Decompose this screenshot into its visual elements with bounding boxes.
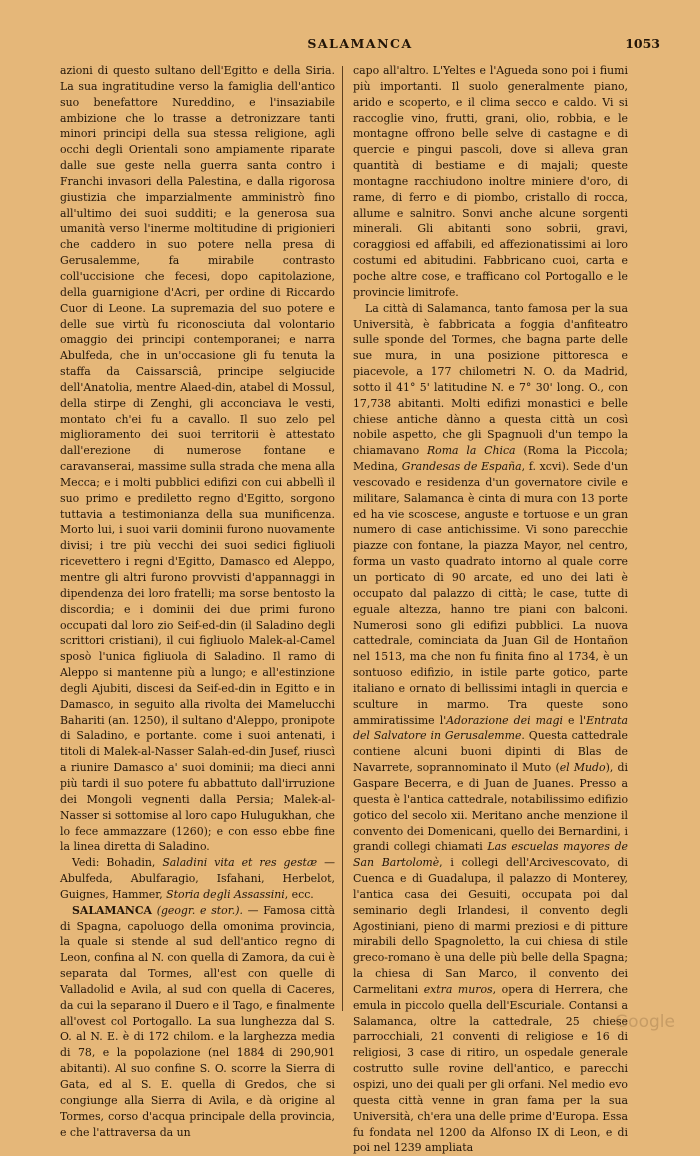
entry-headword: SALAMANCA <box>72 903 152 917</box>
city-text-e: . Questa cattedrale contiene alcuni buoni dipinti di Blas de Navarrete, soprannominato il Muto ( <box>353 729 628 775</box>
entry-tag: (geogr. e stor.). <box>156 903 243 917</box>
running-head: SALAMANCA <box>307 36 413 51</box>
paragraph-salamanca-entry <box>60 903 335 1141</box>
paragraph-city <box>353 301 628 1156</box>
column-divider <box>342 66 343 1011</box>
city-text-f: ), di Gaspare Becerra, e di Juan de Juanes. Presso a questa è l'antica cattedrale, notabilissimo edifizio gotico del secolo xii. Meritano anche menzione il convento dei Domenicani, quello dei Bernardini, i grandi collegi chiamati <box>353 761 628 854</box>
paragraph-province: capo all'altro. L'Yeltes e l'Agueda sono poi i fiumi più importanti. Il suolo generalmente piano, arido e scoperto, e il clima secco e caldo. Vi si raccoglie vino, frutti, grani, olio, robbia, e le montagne offrono belle selve di castagne e di quercie e pingui pascoli, dove si alleva gran quantità di bestiame e di majali; queste montagne racchiudono inoltre miniere d'oro, di rame, di ferro e di piombo, cristallo di rocca, allume e salnitro. Sonvi anche alcune sorgenti minerali. Gli abitanti sono sobrii, gravi, coraggiosi ed affabili, ed affezionatissimi ai loro costumi ed abitudini. Fabbricano cuoi, carta e poche altre cose, e trafficano col Portogallo e le provincie limitrofe. <box>353 64 628 299</box>
ref-title-assassini: Storia degli Assassini <box>166 887 285 901</box>
ref-text-a: Bohadin, <box>106 856 156 870</box>
city-adorazione: Adorazione dei magi <box>446 713 563 727</box>
city-escuelas: Las escuelas mayores de San Bartolomè <box>353 840 628 870</box>
ref-text-b: — Abulfeda, Abulfaragio, Isfahani, Herbelot, Guignes, Hammer, <box>60 856 336 901</box>
city-text-g: , i collegi dell'Arcivescovato, di Cuenca e di Guadalupa, il palazzo di Monterey, l'antica casa dei Gesuiti, occupata poi dal seminario degli Irlandesi, il convento degli Agostiniani, pieno di marmi preziosi e di pitture mirabili dello Spagnoletto, la cui chiesa di stile greco-romano è una delle più belle della Spagna; la chiesa di San Marco, il convento dei Carmelitani <box>353 856 628 996</box>
city-text-c: , f. xcvi). Sede d'un vescovado e residenza d'un governatore civile e militare, Salamanca è cinta di mura con 13 porte ed ha vie scoscese, anguste e tortuose e un gran numero di case antichissime. Vi sono parecchie piazze con fontane, la piazza Mayor, nel centro, forma un vasto quadrato intorno al quale corre un porticato di 90 arcate, ed uno dei lati è occupato dal palazzo di città; le case, tutte di eguale altezza, hanno tre piani con balconi. Numerosi sono gli edifizi pubblici. La nuova cattedrale, cominciata da Juan Gil de Hontañon nel 1513, ma che non fu finita fino al 1734, è un sontuoso edifizio, in istile parte gotico, parte italiano e ornato di bellissimi intagli in quercia e sculture in marmo. Tra queste sono ammiratissime l' <box>353 460 628 727</box>
paragraph-references <box>60 855 335 903</box>
page-header <box>60 36 660 56</box>
city-text-b: (Roma la Piccola; Medina, <box>353 444 628 474</box>
ref-title-saladini: Saladini vita et res gestæ <box>162 856 318 870</box>
city-text-h: , opera di Herrera, che emula in piccolo quella dell'Escuriale. Contansi a Salamanca, oltre la cattedrale, 25 chiese parrocchiali, 21 conventi di religiose e 16 di religiosi, 3 case di ritiro, un ospedale generale costrutto sulle rovine dell'antico, e parecchi ospizi, uno dei quali per gli orfani. Nel medio evo questa città venne in gran fama per la sua Università, ch'era una delle prime d'Europa. Essa fu fondata nel 1200 da Alfonso IX di Leon, e di poi nel 1239 ampliata <box>353 982 628 1155</box>
watermark: Google <box>615 1012 675 1032</box>
vedi-label: Vedi: <box>72 856 100 870</box>
city-text-d: e l' <box>568 713 587 727</box>
entry-text: — Famosa città di Spagna, capoluogo della omonima provincia, la quale si stende al sud dell'antico regno di Leon, confina al N. con quella di Zamora, da cui è separata dal Tormes, all'est con quelle di Valladolid e Avila, al sud con quella di Caceres, da cui la separano il Duero e il Tago, e finalmente all'ovest col Portogallo. La sua lunghezza dal S. O. al N. E. è di 172 chilom. e la larghezza media di 78, e la popolazione (nel 1884 di 290,901 abitanti). Al suo confine S. O. scorre la Sierra di Gata, ed al S. E. quella di Gredos, che si congiunge alla Sierra di Avila, e dà origine al Tormes, corso d'acqua principale della provincia, e che l'attraversa da un <box>60 903 335 1139</box>
right-column <box>353 63 628 1155</box>
city-mudo: el Mudo <box>559 761 606 775</box>
left-column <box>60 63 336 1139</box>
city-roma-chica: Roma la Chica <box>426 444 516 458</box>
city-text-a: La città di Salamanca, tanto famosa per la sua Università, è fabbricata a foggia d'anfiteatro sulle sponde del Tormes, che bagna parte delle sue mura, in una posizione pittoresca e piacevole, a 177 chilometri N. O. da Madrid, sotto il 41° 5' latitudine N. e 7° 30' long. O., con 17,738 abitanti. Molti edifizi monastici e belle chiese antiche dànno a questa città un così nobile aspetto, che gli Spagnuoli d'un tempo la chiamavano <box>353 301 628 458</box>
city-grandesas: Grandesas de España <box>401 460 522 474</box>
city-entrata: Entrata del Salvatore in Gerusalemme <box>353 713 628 743</box>
city-extra-muros: extra muros <box>423 982 493 996</box>
ref-text-c: , ecc. <box>284 887 314 901</box>
paragraph-saladino-end: azioni di questo sultano dell'Egitto e della Siria. La sua ingratitudine verso la famiglia dell'antico suo benefattore Nureddino, e l'insaziabile ambizione che lo trasse a detronizzare tanti minori principi della sua stessa religione, agli occhi degli Orientali sono ampiamente riparate dalle sue geste nella guerra santa contro i Franchi invasori della Palestina, e dalla rigorosa giustizia che imparzialmente amministrò fino all'ultimo dei suoi sudditi; e la generosa sua umanità verso l'inerme moltitudine di prigionieri che caddero in suo potere nella presa di Gerusalemme, fa mirabile contrasto coll'uccisione che fecesi, dopo capitolazione, della guarnigione d'Acri, per ordine di Riccardo Cuor di Leone. La supremazia del suo potere e delle sue virtù fu riconosciuta dal volontario omaggio dei principi contemporanei; e narra Abulfeda, che in un'occasione gli fu tenuta la staffa da Caissarsciâ, principe selgiucide dell'Anatolia, mentre Alaed-din, atabel di Mossul, della stirpe di Zenghi, gli acconciava le vesti, montato ch'ei fu a cavallo. Il suo zelo pel miglioramento dei suoi territorii è attestato dall'erezione di numerose fontane e caravanserai, massime sulla strada che mena alla Mecca; e i molti pubblici edifizi con cui abbellì il suo primo e prediletto regno d'Egitto, sorgono tuttavia a testimonianza della sua munificenza. Morto lui, i suoi varii dominii furono nuovamente divisi; i tre più vecchi dei suoi sedici figliuoli ricevettero i regni d'Egitto, Damasco ed Aleppo, mentre gli altri furono provvisti d'appannaggi in dipendenza dei loro fratelli; ma sorse bentosto la discordia; e i dominii dei due primi furono occupati dal loro zio Seif-ed-din (il Saladino degli scrittori cristiani), il cui figliuolo Malek-al-Camel sposò l'unica figliuola di Saladino. Il ramo di Aleppo si mantenne più a lungo; e all'estinzione degli Ajubiti, discesi da Seif-ed-din in Egitto e in Damasco, in seguito alla rivolta dei Mamelucchi Bahariti (an. 1250), il sultano d'Aleppo, pronipote di Saladino, e portante. come i suoi antenati, i titoli di Malek-al-Nasser Salah-ed-din Jusef, riuscì a riunire Damasco a' suoi dominii; ma dieci anni più tardi il suo potere fu abbattuto dall'irruzione dei Mongoli vegnenti dalla Persia; Malek-al-Nasser si sottomise al loro capo Hulugukhan, che lo fece ammazzare (1260); e con esso ebbe fine la linea diretta di Saladino. <box>60 64 335 854</box>
page-number: 1053 <box>625 36 660 51</box>
